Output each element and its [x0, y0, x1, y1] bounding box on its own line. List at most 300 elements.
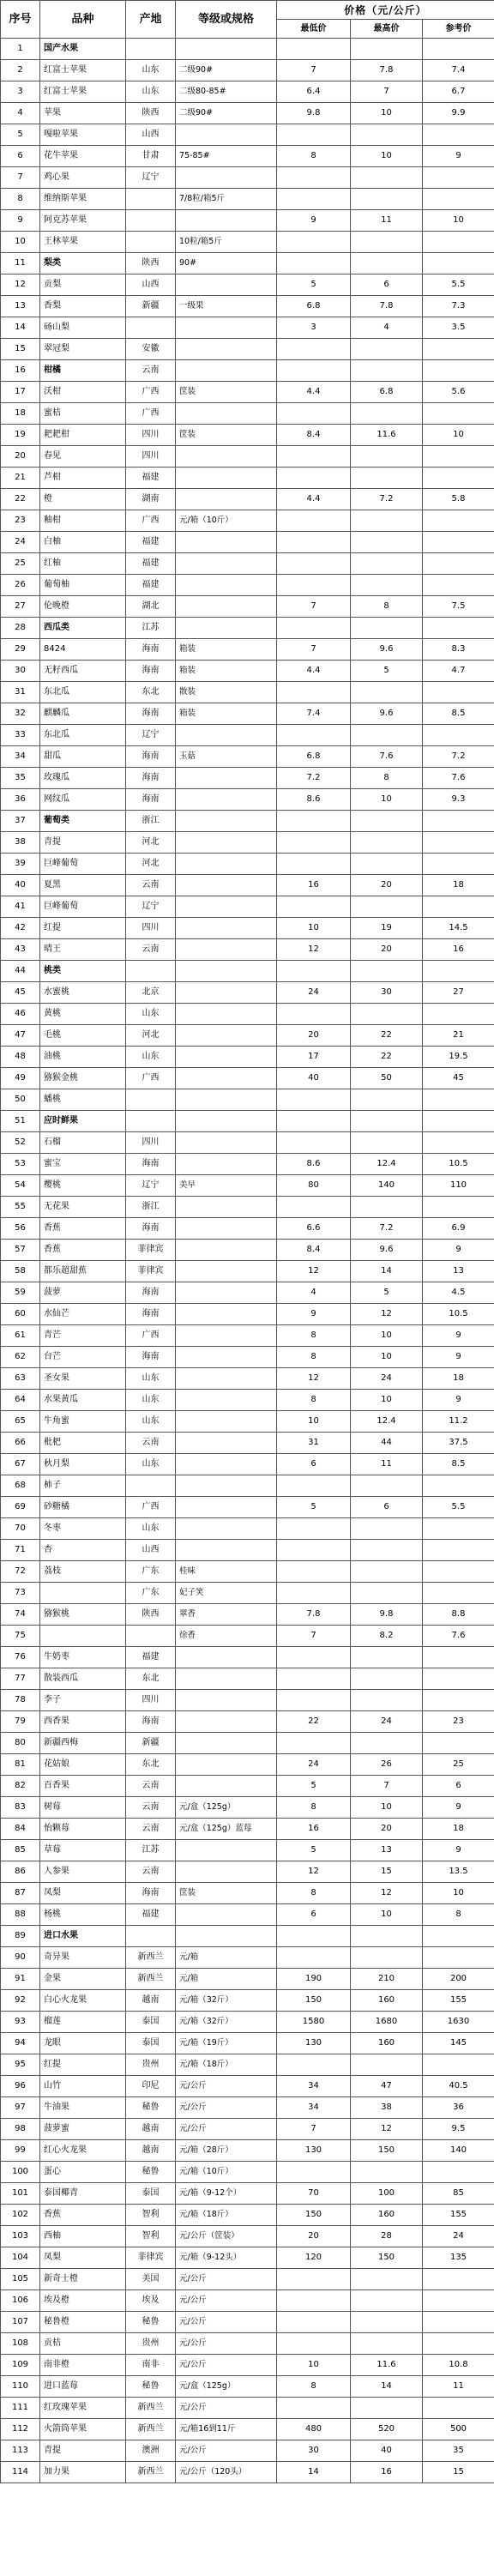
cell-ref: 5.5 [423, 1497, 494, 1518]
cell-spec [176, 768, 277, 789]
cell-spec: 元/公斤 [176, 2398, 277, 2419]
cell-high [351, 1475, 423, 1497]
cell-origin: 云南 [126, 1861, 176, 1883]
cell-spec [176, 1025, 277, 1047]
cell-origin [126, 1089, 176, 1111]
cell-origin: 广东 [126, 1583, 176, 1604]
cell-high [351, 532, 423, 553]
table-row [1, 1947, 494, 1969]
cell-origin: 福建 [126, 1647, 176, 1668]
cell-no: 84 [1, 1819, 40, 1840]
cell-name: 人参果 [40, 1861, 126, 1883]
table-row [1, 2312, 494, 2333]
cell-spec [176, 1111, 277, 1132]
table-row [1, 2076, 494, 2097]
cell-spec: 筐装 [176, 425, 277, 446]
cell-high: 7.2 [351, 489, 423, 510]
cell-name: 红玫瑰苹果 [40, 2398, 126, 2419]
cell-name: 油桃 [40, 1047, 126, 1068]
cell-origin [126, 189, 176, 210]
cell-low [277, 232, 351, 253]
cell-origin [126, 961, 176, 982]
cell-high: 11 [351, 1454, 423, 1475]
cell-no: 5 [1, 124, 40, 146]
cell-no: 105 [1, 2269, 40, 2290]
cell-ref [423, 1733, 494, 1754]
cell-ref: 8.8 [423, 1604, 494, 1626]
cell-origin: 山西 [126, 1540, 176, 1561]
cell-spec [176, 1926, 277, 1947]
cell-no: 98 [1, 2119, 40, 2140]
cell-high: 100 [351, 2183, 423, 2205]
cell-ref [423, 1111, 494, 1132]
cell-name: 柿子 [40, 1475, 126, 1497]
cell-no: 65 [1, 1411, 40, 1433]
cell-ref [423, 2269, 494, 2290]
cell-no: 103 [1, 2226, 40, 2247]
cell-low: 20 [277, 2226, 351, 2247]
cell-origin: 印尼 [126, 2076, 176, 2097]
cell-no: 90 [1, 1947, 40, 1969]
cell-name: 杨桃 [40, 1904, 126, 1926]
cell-no: 40 [1, 875, 40, 896]
cell-spec [176, 167, 277, 189]
cell-ref: 21 [423, 1025, 494, 1047]
cell-high: 19 [351, 918, 423, 939]
cell-ref [423, 167, 494, 189]
cell-spec [176, 918, 277, 939]
cell-name: 榴莲 [40, 2012, 126, 2033]
cell-no: 114 [1, 2462, 40, 2483]
cell-no: 51 [1, 1111, 40, 1132]
cell-spec: 元/公斤（筐装） [176, 2226, 277, 2247]
cell-spec: 玉菇 [176, 746, 277, 768]
cell-origin: 越南 [126, 1990, 176, 2012]
cell-origin: 山西 [126, 124, 176, 146]
cell-low [277, 1540, 351, 1561]
cell-spec: 10粒/箱5斤 [176, 232, 277, 253]
table-row [1, 60, 494, 81]
cell-no: 27 [1, 596, 40, 618]
cell-origin: 埃及 [126, 2290, 176, 2312]
cell-high: 20 [351, 875, 423, 896]
cell-high: 22 [351, 1047, 423, 1068]
cell-no: 108 [1, 2333, 40, 2355]
cell-low: 8 [277, 2376, 351, 2398]
cell-origin: 湖北 [126, 596, 176, 618]
cell-name: 新奇士橙 [40, 2269, 126, 2290]
cell-no: 86 [1, 1861, 40, 1883]
cell-name: 红柚 [40, 553, 126, 575]
table-row [1, 1197, 494, 1218]
cell-no: 54 [1, 1175, 40, 1197]
cell-low: 24 [277, 1754, 351, 1776]
cell-name: 杏 [40, 1540, 126, 1561]
cell-name: 巨峰葡萄 [40, 896, 126, 918]
cell-origin: 泰国 [126, 2183, 176, 2205]
table-row [1, 1390, 494, 1411]
cell-no: 104 [1, 2247, 40, 2269]
cell-no: 79 [1, 1711, 40, 1733]
cell-origin: 东北 [126, 682, 176, 703]
cell-name: 猕猴桃 [40, 1604, 126, 1626]
cell-low: 8 [277, 1883, 351, 1904]
table-row [1, 2183, 494, 2205]
cell-spec [176, 1154, 277, 1175]
cell-origin: 山东 [126, 1004, 176, 1025]
cell-low: 7.2 [277, 768, 351, 789]
cell-name: 玫瑰瓜 [40, 768, 126, 789]
cell-spec: 元/箱（10斤） [176, 2162, 277, 2183]
cell-low: 34 [277, 2076, 351, 2097]
cell-no: 19 [1, 425, 40, 446]
cell-ref: 7.3 [423, 296, 494, 317]
cell-ref [423, 510, 494, 532]
cell-high [351, 725, 423, 746]
header-name: 品种 [40, 1, 126, 39]
cell-origin: 陕西 [126, 1604, 176, 1626]
cell-low [277, 253, 351, 274]
cell-name: 百香果 [40, 1776, 126, 1797]
cell-origin: 越南 [126, 2140, 176, 2162]
table-row [1, 1089, 494, 1111]
table-row [1, 1690, 494, 1711]
cell-spec [176, 725, 277, 746]
cell-spec [176, 1540, 277, 1561]
cell-no: 77 [1, 1668, 40, 1690]
cell-no: 58 [1, 1261, 40, 1282]
cell-spec: 二级90# [176, 103, 277, 124]
cell-name: 贡梨 [40, 274, 126, 296]
cell-origin [126, 232, 176, 253]
cell-spec: 元/箱（32斤） [176, 1990, 277, 2012]
cell-spec [176, 1840, 277, 1861]
cell-high [351, 1132, 423, 1154]
cell-origin: 海南 [126, 1883, 176, 1904]
cell-no: 78 [1, 1690, 40, 1711]
table-row [1, 339, 494, 360]
cell-spec: 75-85# [176, 146, 277, 167]
cell-low: 190 [277, 1969, 351, 1990]
table-row [1, 274, 494, 296]
table-row [1, 961, 494, 982]
table-row [1, 1304, 494, 1325]
cell-spec [176, 403, 277, 425]
cell-ref [423, 2312, 494, 2333]
header-origin: 产地 [126, 1, 176, 39]
cell-no: 30 [1, 661, 40, 682]
cell-low: 14 [277, 2462, 351, 2483]
cell-high [351, 232, 423, 253]
cell-spec [176, 317, 277, 339]
cell-ref [423, 403, 494, 425]
cell-spec: 箱装 [176, 703, 277, 725]
cell-no: 80 [1, 1733, 40, 1754]
cell-low [277, 682, 351, 703]
cell-ref: 7.6 [423, 768, 494, 789]
cell-no: 28 [1, 618, 40, 639]
cell-no: 32 [1, 703, 40, 725]
cell-low [277, 468, 351, 489]
cell-high: 20 [351, 1819, 423, 1840]
cell-high [351, 2333, 423, 2355]
cell-high [351, 832, 423, 854]
cell-name: 西香果 [40, 1711, 126, 1733]
cell-ref: 155 [423, 2205, 494, 2226]
cell-spec [176, 1754, 277, 1776]
cell-high: 210 [351, 1969, 423, 1990]
cell-name: 芦柑 [40, 468, 126, 489]
table-row [1, 2119, 494, 2140]
cell-no: 72 [1, 1561, 40, 1583]
cell-low [277, 1004, 351, 1025]
cell-no: 62 [1, 1347, 40, 1368]
cell-no: 2 [1, 60, 40, 81]
cell-spec: 元/箱（9-12个） [176, 2183, 277, 2205]
cell-no: 82 [1, 1776, 40, 1797]
cell-low: 8.6 [277, 1154, 351, 1175]
table-row [1, 2012, 494, 2033]
cell-no: 3 [1, 81, 40, 103]
cell-no: 57 [1, 1240, 40, 1261]
cell-ref: 9.5 [423, 2119, 494, 2140]
cell-ref: 5.6 [423, 382, 494, 403]
cell-low [277, 1926, 351, 1947]
cell-origin: 山东 [126, 1518, 176, 1540]
cell-high: 8 [351, 768, 423, 789]
cell-low: 8.4 [277, 425, 351, 446]
cell-origin: 海南 [126, 661, 176, 682]
cell-high: 7 [351, 81, 423, 103]
cell-high [351, 39, 423, 60]
cell-ref: 10.5 [423, 1304, 494, 1325]
cell-high [351, 446, 423, 468]
table-row [1, 360, 494, 382]
cell-origin: 泰国 [126, 2033, 176, 2054]
cell-spec: 元/公斤 [176, 2097, 277, 2119]
cell-spec: 元/箱 [176, 1969, 277, 1990]
cell-no: 16 [1, 360, 40, 382]
cell-high [351, 575, 423, 596]
cell-name: 红提 [40, 918, 126, 939]
table-row [1, 1154, 494, 1175]
cell-name: 樱桃 [40, 1175, 126, 1197]
cell-origin: 河北 [126, 832, 176, 854]
cell-name: 贡桔 [40, 2333, 126, 2355]
cell-high: 160 [351, 1990, 423, 2012]
table-header [1, 1, 494, 39]
cell-high [351, 1583, 423, 1604]
table-row [1, 661, 494, 682]
cell-origin: 四川 [126, 425, 176, 446]
cell-no: 42 [1, 918, 40, 939]
cell-no: 59 [1, 1282, 40, 1304]
cell-origin: 浙江 [126, 811, 176, 832]
cell-name: 红提 [40, 2054, 126, 2076]
cell-high: 10 [351, 1390, 423, 1411]
cell-origin: 菲律宾 [126, 2247, 176, 2269]
cell-name [40, 1583, 126, 1604]
cell-no: 56 [1, 1218, 40, 1240]
cell-high: 6.8 [351, 382, 423, 403]
cell-low: 4.4 [277, 661, 351, 682]
cell-origin [126, 1926, 176, 1947]
table-row [1, 1475, 494, 1497]
cell-origin: 河北 [126, 854, 176, 875]
cell-spec: 元/盒（125g） [176, 2376, 277, 2398]
cell-no: 70 [1, 1518, 40, 1540]
cell-no: 23 [1, 510, 40, 532]
cell-origin: 浙江 [126, 1197, 176, 1218]
cell-no: 61 [1, 1325, 40, 1347]
cell-ref: 13.5 [423, 1861, 494, 1883]
cell-spec: 一级果 [176, 296, 277, 317]
cell-ref [423, 725, 494, 746]
cell-name: 东北瓜 [40, 725, 126, 746]
cell-name: 水蜜桃 [40, 982, 126, 1004]
cell-no: 7 [1, 167, 40, 189]
cell-origin: 云南 [126, 1433, 176, 1454]
cell-spec [176, 468, 277, 489]
table-row [1, 146, 494, 167]
cell-ref [423, 253, 494, 274]
cell-ref: 85 [423, 2183, 494, 2205]
cell-spec [176, 1304, 277, 1325]
table-row [1, 167, 494, 189]
cell-no: 26 [1, 575, 40, 596]
cell-high: 14 [351, 2376, 423, 2398]
table-row [1, 1411, 494, 1433]
cell-name: 麒麟瓜 [40, 703, 126, 725]
cell-origin: 江苏 [126, 618, 176, 639]
cell-spec [176, 1518, 277, 1540]
cell-low [277, 811, 351, 832]
cell-low [277, 532, 351, 553]
cell-ref: 6 [423, 1776, 494, 1797]
cell-origin: 海南 [126, 703, 176, 725]
cell-origin: 云南 [126, 1819, 176, 1840]
table-row [1, 1797, 494, 1819]
cell-ref [423, 360, 494, 382]
cell-name: 白柚 [40, 532, 126, 553]
cell-low: 8.4 [277, 1240, 351, 1261]
cell-ref: 155 [423, 1990, 494, 2012]
cell-origin: 山东 [126, 1368, 176, 1390]
cell-name: 猕猴金桃 [40, 1068, 126, 1089]
cell-high [351, 1089, 423, 1111]
header-high: 最高价 [351, 20, 423, 39]
cell-name: 鸡心果 [40, 167, 126, 189]
cell-no: 47 [1, 1025, 40, 1047]
cell-no: 83 [1, 1797, 40, 1819]
cell-ref: 3.5 [423, 317, 494, 339]
table-row [1, 2269, 494, 2290]
cell-ref: 9 [423, 1325, 494, 1347]
cell-spec [176, 961, 277, 982]
cell-name: 耙耙柑 [40, 425, 126, 446]
cell-origin: 秘鲁 [126, 2162, 176, 2183]
cell-name: 枇杷 [40, 1433, 126, 1454]
cell-origin: 辽宁 [126, 896, 176, 918]
cell-high [351, 1561, 423, 1583]
table-row [1, 982, 494, 1004]
table-row [1, 1626, 494, 1647]
cell-name: 葡萄柚 [40, 575, 126, 596]
cell-origin: 陕西 [126, 103, 176, 124]
cell-spec [176, 1282, 277, 1304]
cell-ref: 9.9 [423, 103, 494, 124]
cell-origin: 新西兰 [126, 2419, 176, 2440]
cell-no: 95 [1, 2054, 40, 2076]
cell-high: 8.2 [351, 1626, 423, 1647]
table-row [1, 2355, 494, 2376]
cell-ref [423, 961, 494, 982]
cell-spec: 箱装 [176, 639, 277, 661]
cell-no: 41 [1, 896, 40, 918]
cell-origin: 新西兰 [126, 2398, 176, 2419]
cell-name: 奇异果 [40, 1947, 126, 1969]
cell-no: 64 [1, 1390, 40, 1411]
cell-no: 94 [1, 2033, 40, 2054]
cell-spec: 桂味 [176, 1561, 277, 1583]
cell-ref: 19.5 [423, 1047, 494, 1068]
cell-origin: 美国 [126, 2269, 176, 2290]
cell-high [351, 896, 423, 918]
cell-ref: 15 [423, 2462, 494, 2483]
cell-no: 66 [1, 1433, 40, 1454]
cell-low: 6.6 [277, 1218, 351, 1240]
cell-no: 11 [1, 253, 40, 274]
cell-low: 10 [277, 1411, 351, 1433]
table-row [1, 768, 494, 789]
table-row [1, 939, 494, 961]
cell-no: 36 [1, 789, 40, 811]
table-row [1, 618, 494, 639]
cell-high: 8 [351, 596, 423, 618]
table-row [1, 210, 494, 232]
cell-name: 东北瓜 [40, 682, 126, 703]
cell-low: 4.4 [277, 489, 351, 510]
cell-high: 10 [351, 1904, 423, 1926]
cell-origin: 山东 [126, 81, 176, 103]
table-row [1, 510, 494, 532]
cell-ref [423, 1132, 494, 1154]
cell-no: 67 [1, 1454, 40, 1475]
cell-high [351, 961, 423, 982]
cell-high [351, 811, 423, 832]
cell-ref: 7.4 [423, 60, 494, 81]
cell-ref: 11 [423, 2376, 494, 2398]
table-row [1, 1990, 494, 2012]
table-row [1, 789, 494, 811]
cell-high: 26 [351, 1754, 423, 1776]
cell-no: 17 [1, 382, 40, 403]
cell-low [277, 510, 351, 532]
cell-no: 49 [1, 1068, 40, 1089]
cell-low [277, 896, 351, 918]
cell-spec: 徐香 [176, 1626, 277, 1647]
cell-origin: 新西兰 [126, 1947, 176, 1969]
cell-spec: 元/公斤（120头） [176, 2462, 277, 2483]
cell-spec [176, 1711, 277, 1733]
table-row [1, 2205, 494, 2226]
cell-high: 7.2 [351, 1218, 423, 1240]
cell-high: 22 [351, 1025, 423, 1047]
cell-origin: 广西 [126, 1497, 176, 1518]
cell-spec [176, 1411, 277, 1433]
cell-low: 7 [277, 2119, 351, 2140]
cell-name: 白心火龙果 [40, 1990, 126, 2012]
